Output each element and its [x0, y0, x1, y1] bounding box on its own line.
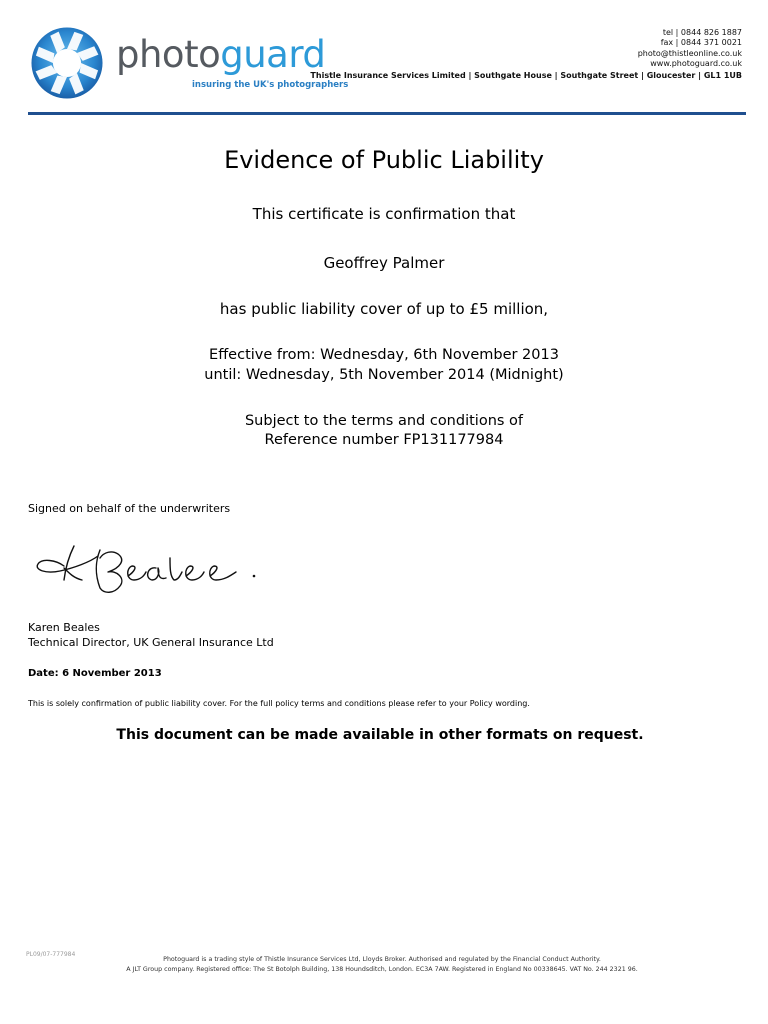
contact-fax: fax | 0844 371 0021 [660, 38, 742, 48]
contact-website: www.photoguard.co.uk [650, 59, 742, 69]
header-divider [28, 112, 746, 115]
formats-notice: This document can be made available in other formats on request. [116, 727, 644, 743]
terms-statement: Subject to the terms and conditions of [244, 413, 524, 429]
cover-statement: has public liability cover of up to £5 million, [219, 300, 549, 318]
footer-line-1: Photoguard is a trading style of Thistle Insurance Services Ltd, Lloyds Broker. Authorised and regulated by the Financial Conduct Authority. [163, 956, 601, 963]
footer-line-2: A JLT Group company. Registered office: The St Botolph Building, 138 Houndsditch, London. EC3A 7AW. Registered in England No 00338645. VAT No. 244 2321 96. [126, 966, 638, 973]
brand-name-part2: guard [220, 33, 326, 76]
contact-address: Thistle Insurance Services Limited | Southgate House | Southgate Street | Gloucester | GL1 1UB [310, 70, 742, 80]
effective-from: Effective from: Wednesday, 6th November 2013 [209, 347, 559, 363]
camera-aperture-icon [30, 26, 104, 100]
reference-number: Reference number FP131177984 [264, 432, 504, 448]
brand-name-part1: photo [116, 33, 221, 76]
handwritten-signature [30, 536, 280, 600]
insured-name: Geoffrey Palmer [323, 254, 445, 272]
contact-tel: tel | 0844 826 1887 [662, 28, 742, 37]
signature-date: Date: 6 November 2013 [28, 668, 162, 679]
page-title: Evidence of Public Liability [224, 146, 544, 174]
signer-title: Technical Director, UK General Insurance Ltd [28, 636, 274, 649]
certificate-intro: This certificate is confirmation that [252, 205, 516, 223]
contact-details [310, 28, 742, 81]
brand-tagline: insuring the UK's photographers [192, 80, 349, 90]
document-ref-code: PL09/07-777984 [26, 951, 76, 958]
contact-email: photo@thistleonline.co.uk [637, 48, 742, 58]
effective-until: until: Wednesday, 5th November 2014 (Midnight) [204, 367, 564, 383]
signed-label: Signed on behalf of the underwriters [28, 502, 231, 515]
disclaimer-text: This is solely confirmation of public liability cover. For the full policy terms and conditions please refer to your Policy wording. [28, 699, 530, 708]
signer-name: Karen Beales [28, 621, 100, 634]
brand-wordmark [116, 33, 326, 76]
